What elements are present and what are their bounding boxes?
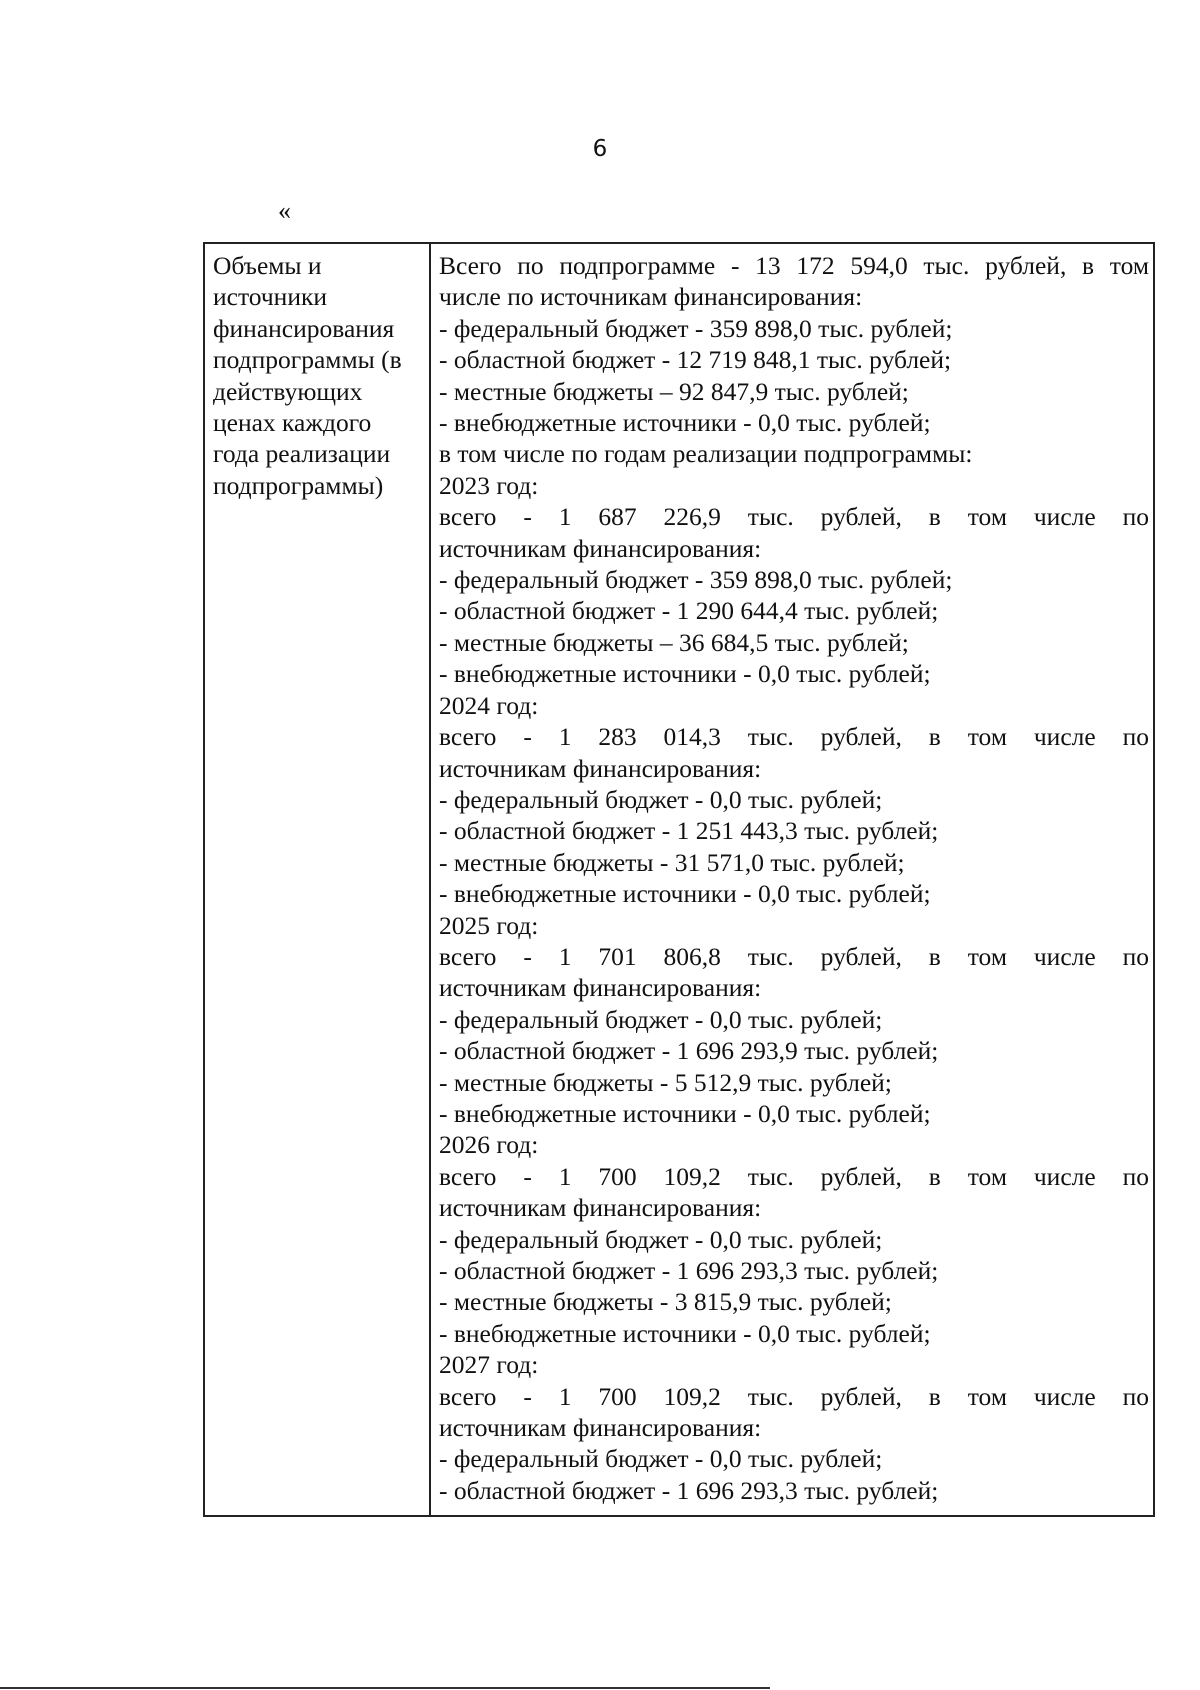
label-cell — [204, 243, 430, 1516]
content-line: - внебюджетные источники - 0,0 тыс. рублей; — [439, 1318, 931, 1348]
opening-quote: « — [278, 196, 291, 225]
content-line: 2023 год: — [439, 470, 539, 500]
table-row — [204, 243, 1154, 1516]
label-text — [213, 250, 425, 501]
content-line: - внебюджетные источники - 0,0 тыс. рублей; — [439, 1098, 931, 1128]
funding-table — [203, 242, 1155, 1517]
content-line: - федеральный бюджет - 0,0 тыс. рублей; — [439, 1004, 883, 1034]
content-line: - федеральный бюджет - 0,0 тыс. рублей; — [439, 1444, 883, 1474]
content-line: всего - 1 700 109,2 тыс. рублей, в том числе по — [439, 1161, 1149, 1191]
content-line: - областной бюджет - 1 696 293,9 тыс. рублей; — [439, 1036, 939, 1066]
content-line: - федеральный бюджет - 359 898,0 тыс. рублей; — [439, 565, 953, 595]
content-line: источникам финансирования: — [439, 533, 762, 563]
content-line: - внебюджетные источники - 0,0 тыс. рублей; — [439, 408, 931, 438]
content-line: - областной бюджет - 1 251 443,3 тыс. рублей; — [439, 816, 939, 846]
content-line: 2024 год: — [439, 690, 539, 720]
content-line: - внебюджетные источники - 0,0 тыс. рублей; — [439, 879, 931, 909]
content-line: 2025 год: — [439, 910, 539, 940]
label-line: источники — [213, 282, 328, 312]
content-line: в том числе по годам реализации подпрограммы: — [439, 439, 973, 469]
bottom-rule — [0, 1687, 770, 1689]
content-line: - местные бюджеты - 5 512,9 тыс. рублей; — [439, 1067, 892, 1097]
content-line: источникам финансирования: — [439, 1193, 762, 1223]
content-line: - федеральный бюджет - 0,0 тыс. рублей; — [439, 1224, 883, 1254]
content-line: Всего по подпрограмме - 13 172 594,0 тыс. рублей, в том — [439, 251, 1149, 280]
content-line: источникам финансирования: — [439, 973, 762, 1003]
content-line: - федеральный бюджет - 0,0 тыс. рублей; — [439, 784, 883, 814]
label-line: подпрограммы) — [213, 470, 384, 500]
content-line: 2027 год: — [439, 1350, 539, 1380]
content-line: 2026 год: — [439, 1130, 539, 1160]
content-line: - местные бюджеты - 3 815,9 тыс. рублей; — [439, 1287, 892, 1317]
content-line: - областной бюджет - 1 696 293,3 тыс. рублей; — [439, 1256, 939, 1285]
label-line: финансирования — [213, 313, 395, 343]
content-line: всего - 1 701 806,8 тыс. рублей, в том числе по — [439, 941, 1149, 971]
content-line: - местные бюджеты – 36 684,5 тыс. рублей; — [439, 627, 909, 657]
content-line: всего - 1 687 226,9 тыс. рублей, в том числе по — [439, 502, 1149, 532]
content-line: источникам финансирования: — [439, 753, 762, 783]
content-line: - областной бюджет - 1 290 644,4 тыс. рублей; — [439, 596, 939, 626]
label-line: действующих — [213, 376, 363, 406]
label-line: ценах каждого — [213, 408, 372, 438]
content-line: числе по источникам финансирования: — [439, 282, 863, 312]
page-number: 6 — [592, 136, 608, 162]
label-line: Объемы и — [213, 251, 322, 280]
content-line: всего - 1 283 014,3 тыс. рублей, в том числе по — [439, 722, 1149, 752]
label-line: подпрограммы (в — [213, 345, 402, 375]
content-line: - внебюджетные источники - 0,0 тыс. рублей; — [439, 659, 931, 689]
content-line: - местные бюджеты - 31 571,0 тыс. рублей; — [439, 847, 905, 877]
content-line: источникам финансирования: — [439, 1413, 762, 1443]
content-line: - местные бюджеты – 92 847,9 тыс. рублей; — [439, 376, 909, 406]
content-line: - областной бюджет - 1 696 293,3 тыс. рублей; — [439, 1475, 939, 1505]
content-text — [439, 250, 1149, 1506]
content-line: - федеральный бюджет - 359 898,0 тыс. рублей; — [439, 313, 953, 343]
content-line: - областной бюджет - 12 719 848,1 тыс. рублей; — [439, 345, 952, 375]
label-line: года реализации — [213, 439, 391, 469]
content-line: всего - 1 700 109,2 тыс. рублей, в том числе по — [439, 1381, 1149, 1411]
content-cell — [430, 243, 1154, 1516]
